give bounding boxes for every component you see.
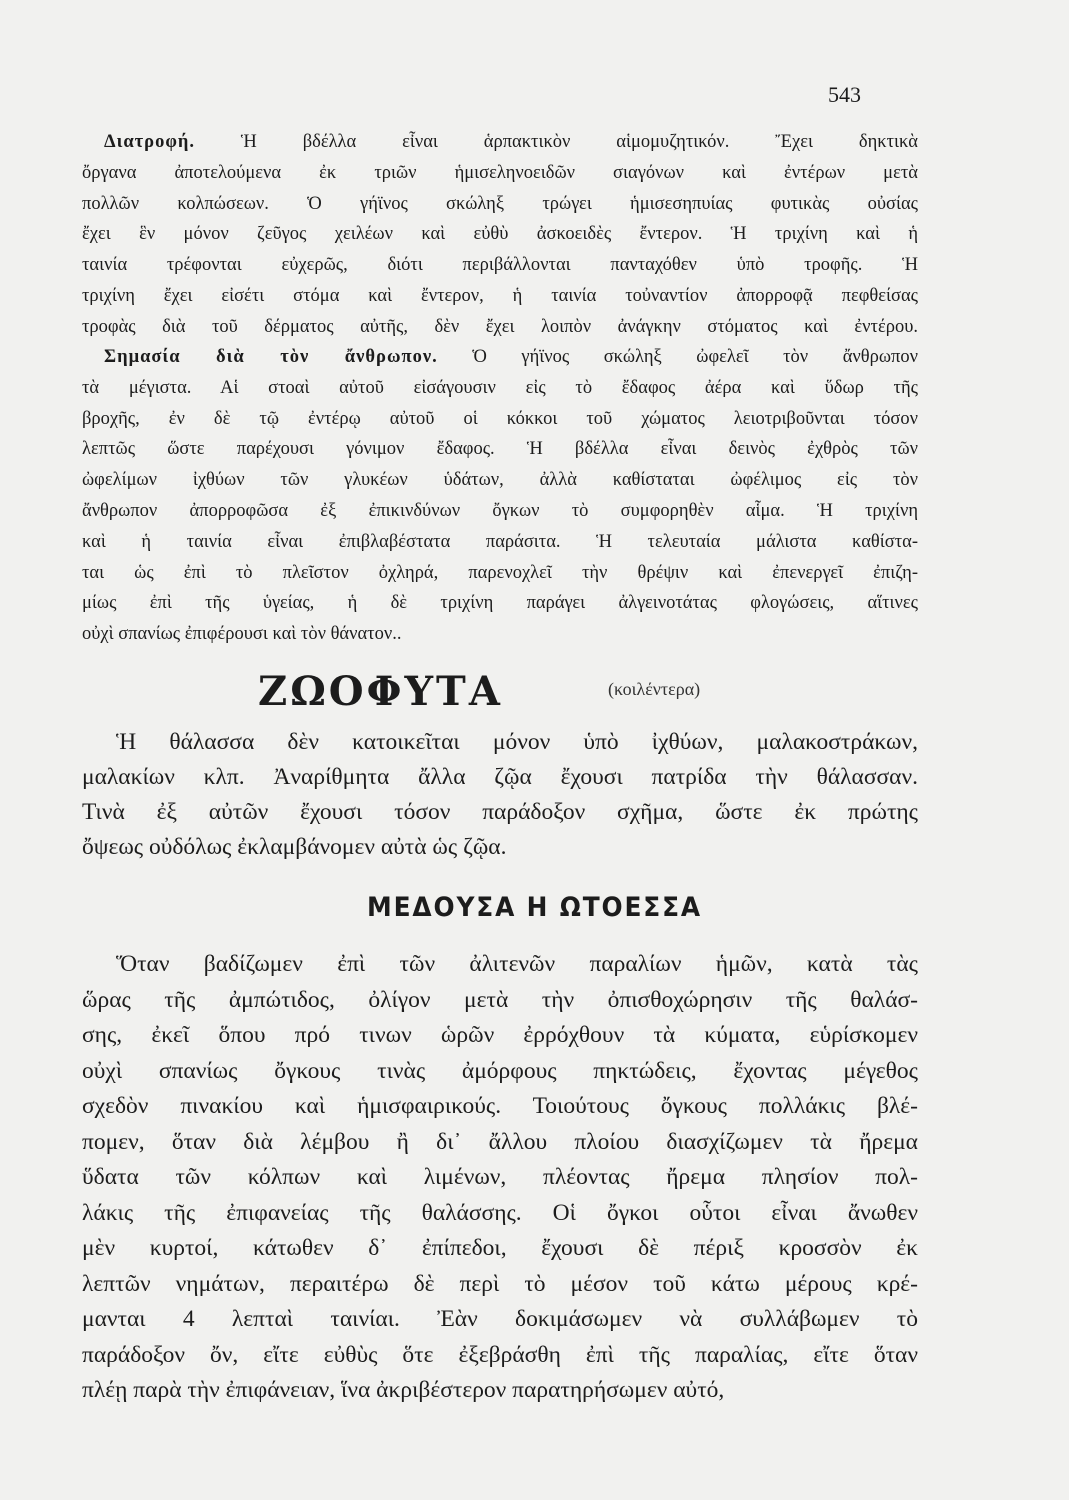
text-line [82, 127, 918, 158]
line-text: Ἡ θάλασσα δὲν κατοικεῖται μόνον ὑπὸ ἰχθύων, μαλακοστράκων, [116, 729, 918, 755]
line-text: ὄργανα ἀποτελούμενα ἐκ τριῶν ἡμισεληνοειδῶν σιαγόνων καὶ ἐντέρων μετὰ [82, 162, 918, 183]
text-line [82, 1373, 918, 1409]
text-line [82, 1089, 918, 1125]
line-text: λεπτῶν νημάτων, περαιτέρω δὲ περὶ τὸ μέσον τοῦ κάτω μέρους κρέ- [82, 1270, 918, 1297]
line-text: βροχῆς, ἐν δὲ τῷ ἐντέρῳ αὐτοῦ οἱ κόκκοι τοῦ χώματος λειοτριβοῦνται τόσον [82, 408, 918, 429]
text-line [82, 189, 918, 220]
text-line [82, 219, 918, 250]
line-text: Τινὰ ἐξ αὐτῶν ἔχουσι τόσον παράδοξον σχῆμα, ὥστε ἐκ πρώτης [82, 799, 918, 825]
text-line [82, 1054, 918, 1090]
text-line [82, 434, 918, 465]
line-text: ἄνθρωπον ἀπορροφῶσα ἐξ ἐπικινδύνων ὄγκων τὸ συμφορηθὲν αἷμα. Ἡ τριχίνη [82, 500, 918, 521]
text-line [82, 1196, 918, 1232]
line-text: Ὅταν βαδίζωμεν ἐπὶ τῶν ἀλιτενῶν παραλίων ἡμῶν, κατὰ τὰς [116, 951, 918, 977]
run-in-heading: Διατροφή. [104, 132, 196, 152]
text-line [82, 795, 918, 830]
text-line [82, 250, 918, 281]
paragraph-significance-for-humans [82, 342, 918, 650]
text-line [82, 527, 918, 558]
text-line [82, 619, 918, 650]
text-line [82, 465, 918, 496]
text-line [82, 558, 918, 589]
line-text: οὐχὶ σπανίως ἐπιφέρουσι καὶ τὸν θάνατον.. [82, 624, 402, 645]
line-text: μανται 4 λεπταὶ ταινίαι. Ἐὰν δοκιμάσωμεν νὰ συλλάβωμεν τὸ [82, 1306, 918, 1332]
paragraph-medusa [82, 947, 918, 1409]
text-line [82, 1018, 918, 1054]
line-text: πολλῶν κολπώσεων. Ὁ γήϊνος σκώληξ τρώγει ἡμισεσηπυίας φυτικὰς οὐσίας [82, 193, 918, 214]
run-in-heading: Σημασία διὰ τὸν ἄνθρωπον. [104, 347, 438, 367]
line-text: Ἡ βδέλλα εἶναι ἁρπακτικὸν αἱμομυζητικόν. Ἔχει δηκτικὰ [195, 132, 918, 152]
text-line [82, 312, 918, 343]
line-text: τριχίνη ἔχει εἰσέτι στόμα καὶ ἔντερον, ἡ ταινία τοὐναντίον ἀπορροφᾷ πεφθείσας [82, 285, 918, 306]
text-line [82, 947, 918, 983]
text-line [82, 1302, 918, 1338]
line-text: μίως ἐπὶ τῆς ὑγείας, ἡ δὲ τριχίνη παράγει ἀλγεινοτάτας φλογώσεις, αἵτινες [82, 593, 918, 614]
text-line [82, 281, 918, 312]
text-line [82, 158, 918, 189]
text-line [82, 373, 918, 404]
line-text: μὲν κυρτοί, κάτωθεν δ᾽ ἐπίπεδοι, ἔχουσι δὲ πέριξ κροσσὸν ἐκ [82, 1235, 918, 1261]
section-title: ΖΩΟΦΥΤΑ [258, 668, 503, 715]
text-line [82, 404, 918, 435]
text-line [82, 725, 918, 760]
line-text: ταινία τρέφονται εὐχερῶς, διότι περιβάλλονται πανταχόθεν ὑπὸ τροφῆς. Ἡ [82, 255, 918, 276]
line-text: πομεν, ὅταν διὰ λέμβου ἢ δι᾽ ἄλλου πλοίου διασχίζωμεν τὰ ἤρεμα [82, 1128, 918, 1155]
line-text: λεπτῶς ὥστε παρέχουσι γόνιμον ἔδαφος. Ἡ βδέλλα εἶναι δεινὸς ἐχθρὸς τῶν [82, 439, 918, 460]
text-line [82, 760, 918, 795]
page-number: 543 [828, 82, 861, 107]
line-text: τροφὰς διὰ τοῦ δέρματος αὐτῆς, δὲν ἔχει λοιπὸν ἀνάγκην στόματος καὶ ἐντέρου. [82, 316, 918, 337]
line-text: οὐχὶ σπανίως ὄγκους τινὰς ἀμόρφους πηκτώδεις, ἔχοντας μέγεθος [82, 1057, 918, 1084]
line-text: σης, ἐκεῖ ὅπου πρό τινων ὡρῶν ἐρρόχθουν τὰ κύματα, εὑρίσκομεν [82, 1022, 918, 1048]
line-text: ται ὡς ἐπὶ τὸ πλεῖστον ὀχληρά, παρενοχλεῖ τὴν θρέψιν καὶ ἐπενεργεῖ ἐπιζη- [82, 562, 918, 583]
line-text: τὰ μέγιστα. Αἱ στοαὶ αὐτοῦ εἰσάγουσιν εἰς τὸ ἔδαφος ἀέρα καὶ ὕδωρ τῆς [82, 377, 918, 398]
text-line [82, 1267, 918, 1303]
subsection-title: ΜΕΔΟΥΣΑ Η ΩΤΟΕΣΣΑ [367, 892, 702, 923]
line-text: καὶ ἡ ταινία εἶναι ἐπιβλαβέστατα παράσιτα. Ἡ τελευταία μάλιστα καθίστα- [82, 531, 918, 552]
text-line [82, 983, 918, 1019]
section-subtitle: (κοιλέντερα) [608, 679, 701, 699]
line-text: ὕδατα τῶν κόλπων καὶ λιμένων, πλέοντας ἤρεμα πλησίον πολ- [82, 1164, 918, 1190]
text-line [82, 830, 918, 865]
text-line [82, 342, 918, 373]
line-text: παράδοξον ὄν, εἴτε εὐθὺς ὅτε ἐξεβράσθη ἐπὶ τῆς παραλίας, εἴτε ὅταν [82, 1341, 918, 1368]
text-line [82, 1160, 918, 1196]
text-line [82, 588, 918, 619]
text-line [82, 496, 918, 527]
line-text: ὠφελίμων ἰχθύων τῶν γλυκέων ὑδάτων, ἀλλὰ καθίσταται ὠφέλιμος εἰς τὸν [82, 470, 918, 491]
line-text: ὥρας τῆς ἀμπώτιδος, ὀλίγον μετὰ τὴν ὀπισθοχώρησιν τῆς θαλάσ- [82, 986, 918, 1013]
paragraph-nutrition [82, 127, 918, 343]
line-text: πλέῃ παρὰ τὴν ἐπιφάνειαν, ἵνα ἀκριβέστερον παρατηρήσωμεν αὐτό, [82, 1377, 725, 1403]
line-text: λάκις τῆς ἐπιφανείας τῆς θαλάσσης. Οἱ ὄγκοι οὗτοι εἶναι ἄνωθεν [82, 1199, 918, 1226]
line-text: μαλακίων κλπ. Ἀναρίθμητα ἄλλα ζῷα ἔχουσι πατρίδα τὴν θάλασσαν. [82, 764, 918, 790]
line-text: ἔχει ἓν μόνον ζεῦγος χειλέων καὶ εὐθὺ ἀσκοειδὲς ἔντερον. Ἡ τριχίνη καὶ ἡ [82, 224, 918, 245]
text-line [82, 1125, 918, 1161]
text-line [82, 1231, 918, 1267]
paragraph-zoophyta-intro [82, 725, 918, 865]
line-text: σχεδὸν πινακίου καὶ ἡμισφαιρικούς. Τοιούτους ὄγκους πολλάκις βλέ- [82, 1093, 918, 1119]
line-text: ὄψεως οὐδόλως ἐκλαμβάνομεν αὐτὰ ὡς ζῷα. [82, 834, 507, 860]
text-line [82, 1338, 918, 1374]
line-text: Ὁ γήϊνος σκώληξ ὠφελεῖ τὸν ἄνθρωπον [437, 347, 918, 367]
